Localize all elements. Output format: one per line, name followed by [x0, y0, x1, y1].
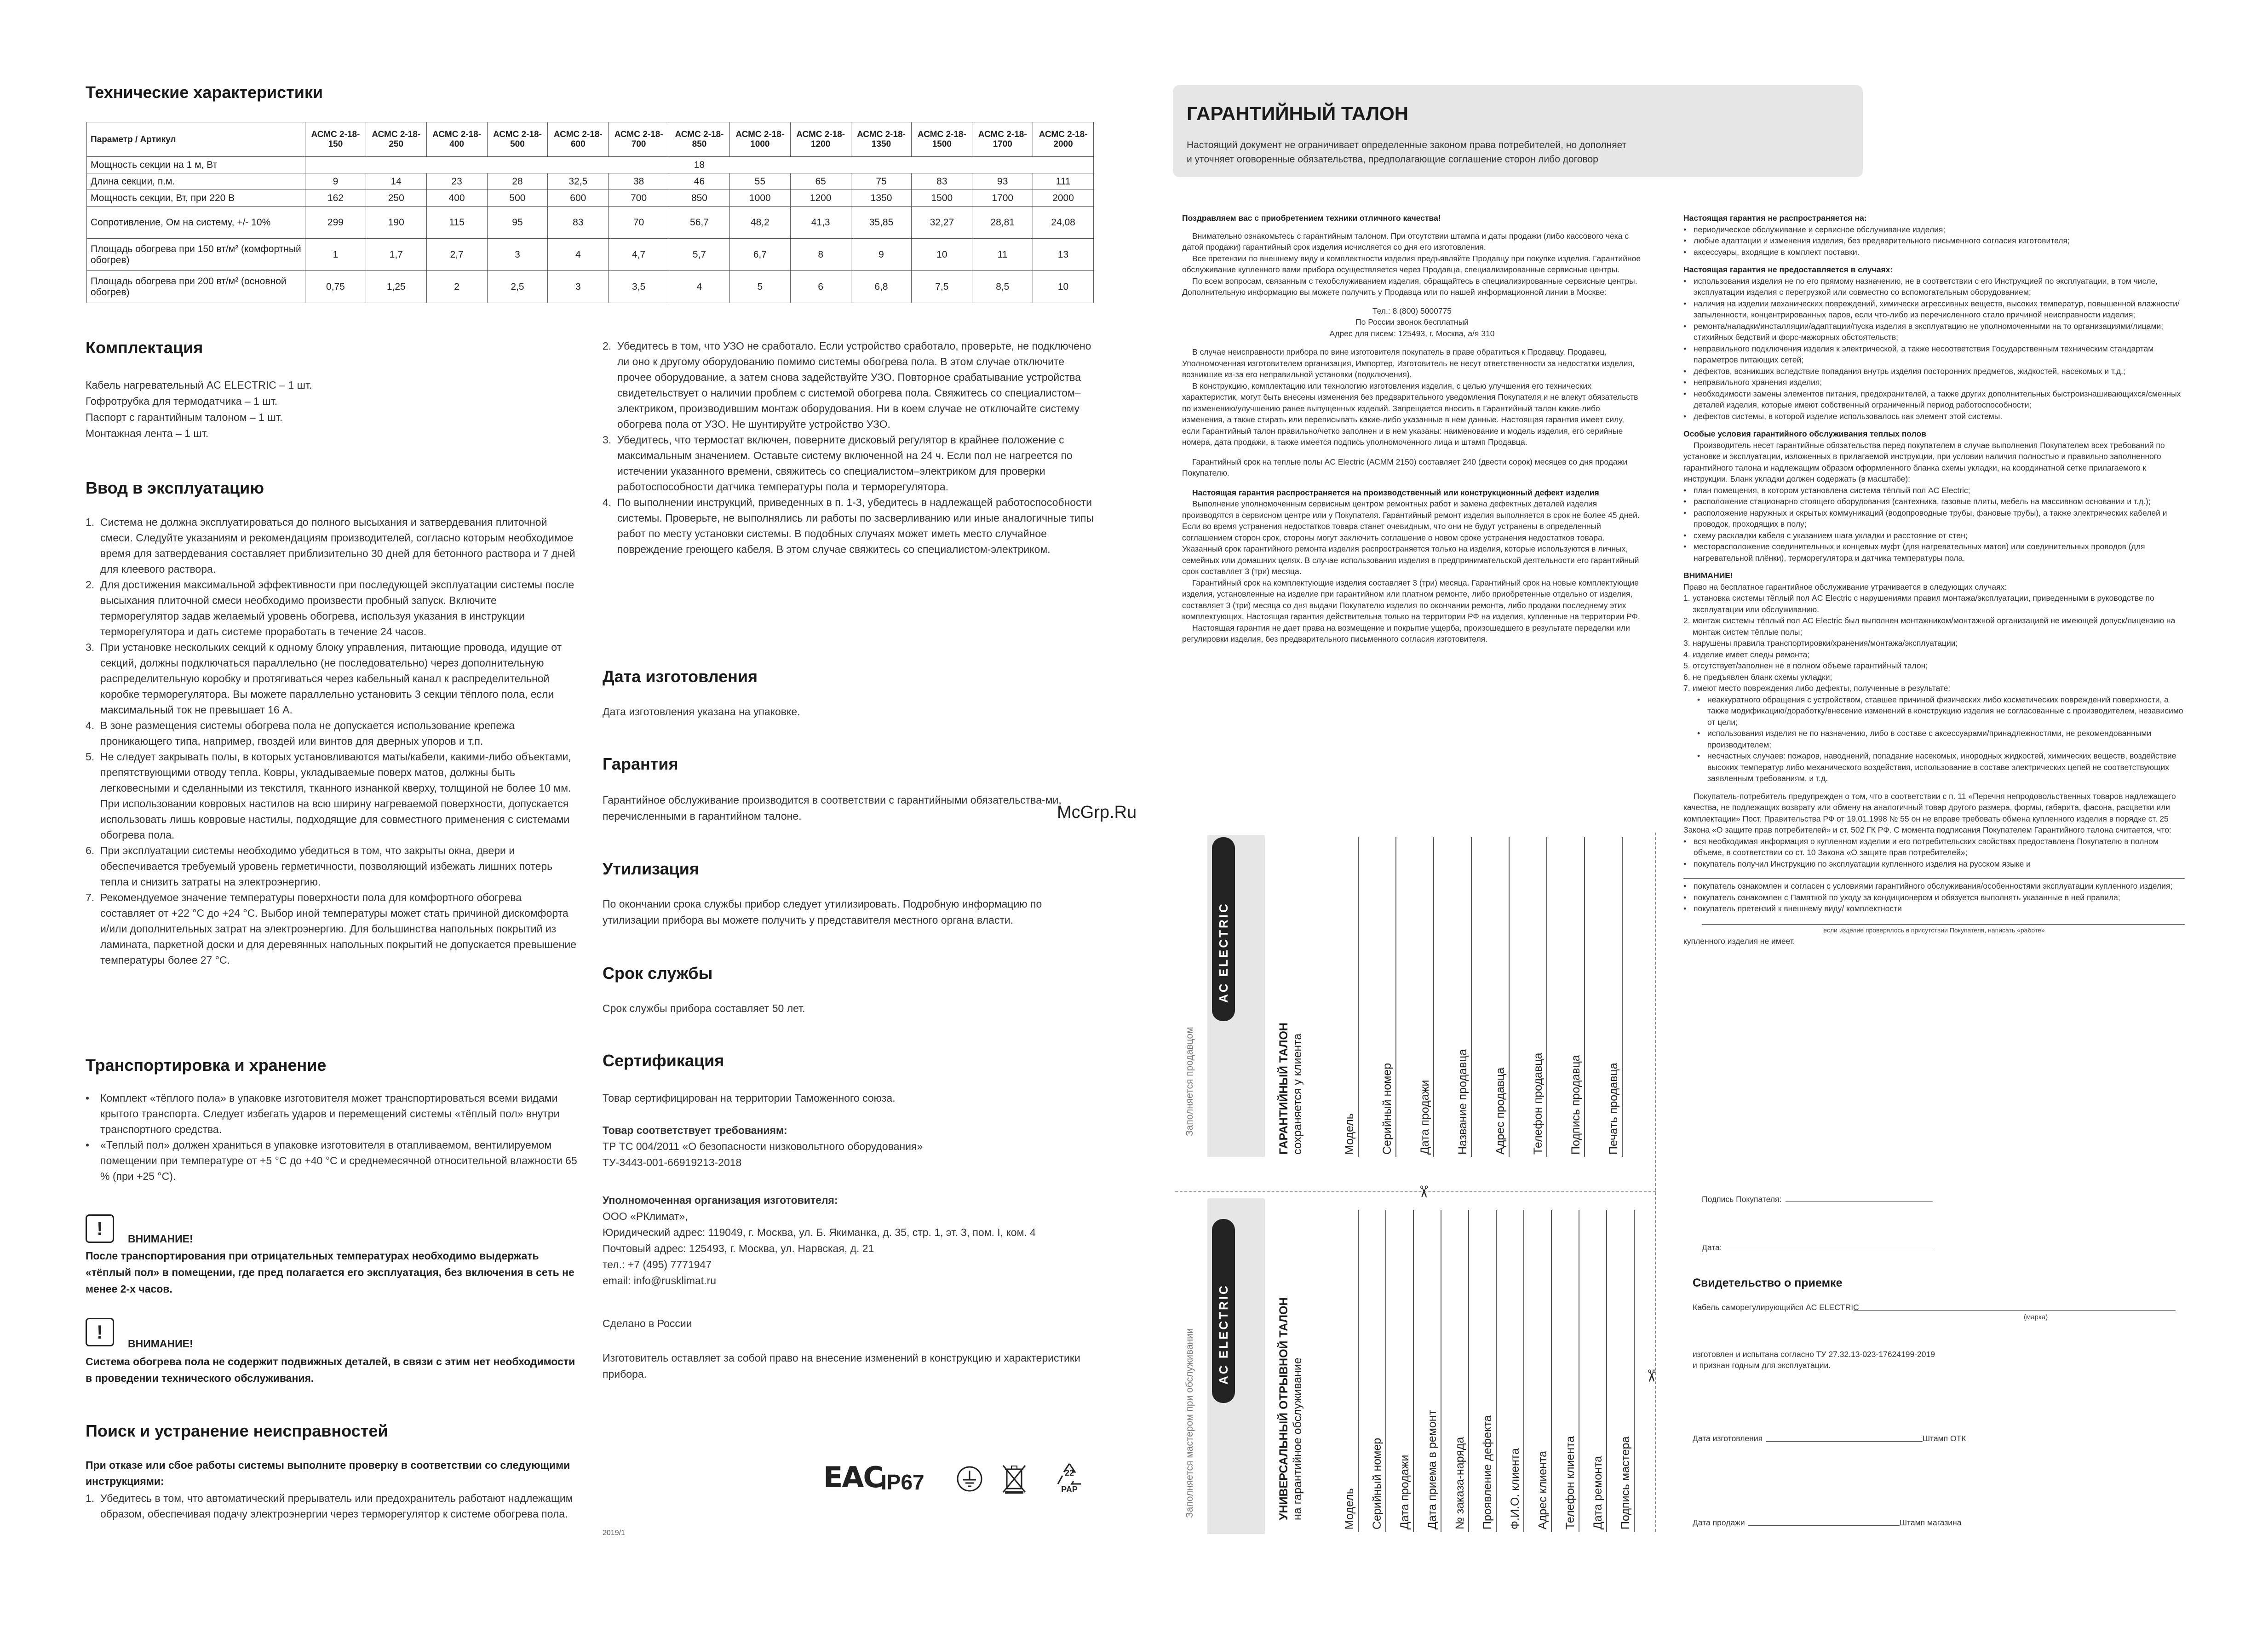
sale-date-line[interactable] — [1748, 1525, 1900, 1526]
fit-text: и признан годным для эксплуатации. — [1693, 1361, 1831, 1370]
table-cell: 5,7 — [669, 239, 730, 271]
cable-label: Кабель саморегулирующийся AC ELECTRIC — [1693, 1303, 1859, 1312]
row-label: Площадь обогрева при 150 вт/м² (комфортный обогрев) — [87, 239, 305, 271]
table-cell: 162 — [305, 190, 366, 207]
warning-title: ВНИМАНИЕ! — [128, 1233, 193, 1245]
specs-header-row — [87, 122, 1094, 157]
table-cell: 35,85 — [851, 207, 912, 239]
table-cell: 3 — [548, 271, 609, 303]
warranty-text: Гарантийное обслуживание производится в соответствии с гарантийными обязательства-ми, перечисленными в гарантийном талоне. — [603, 794, 1062, 822]
manufacture-date-text: Дата изготовления указана на упаковке. — [603, 706, 800, 718]
defect-title: Настоящая гарантия распространяется на производственный или конструкционный дефект изделия — [1192, 488, 1599, 497]
field-label: Название продавца — [1456, 1049, 1469, 1155]
list-item: • схему раскладки кабеля с указанием шага укладки и расстояние от стен; — [1683, 530, 1968, 540]
disposal-title: Утилизация — [603, 859, 699, 878]
table-cell: 600 — [548, 190, 609, 207]
paragraph: Все претензии по внешнему виду и комплектности изделия предъявляйте Продавцу при покупке изделия. Гарантийное обслуживание купленного вами прибора осуществляется через Продавца, специализированные сервисные центры. — [1182, 253, 1641, 274]
column-header: АСМС 2-18-1000 — [729, 122, 790, 157]
table-cell: 83 — [548, 207, 609, 239]
table-cell: 10 — [912, 239, 972, 271]
field-label: Серийный номер — [1371, 1437, 1384, 1529]
table-cell: 13 — [1033, 239, 1094, 271]
row-label: Площадь обогрева при 200 вт/м² (основной обогрев) — [87, 271, 305, 303]
brand-logo — [1212, 1219, 1235, 1403]
field-fill-line[interactable] — [1358, 1210, 1359, 1532]
not-cover-list — [1683, 224, 2185, 258]
row-label: Длина секции, п.м. — [87, 173, 305, 190]
list-item: • использования изделия не по назначению, либо в составе с аксессуарами/принадлежностями, не рекомендованными производителем; — [1697, 729, 2152, 749]
list-item: • «Теплый пол» должен храниться в упаковке изготовителя в отапливаемом, вентилируемом помещении при температуре от +5 °С до +40 °С и среднемесячной относительной влажности 65 % (при +25 °С). — [86, 1139, 577, 1182]
list-item: 7. Рекомендуемое значение температуры поверхности пола для комфортного обогрева составляет от +22 °С до +24 °С. Выбор иной температуры может стать причиной дискомфорта и/или дополнительных затрат на электроэнергию. Для большинства напольных покрытий из ламината, паркетной доски и для деревянных напольных покрытий не допускается превышение температуры более 27 °С. — [86, 891, 577, 966]
list-item: 3. нарушены правила транспортировки/хранения/монтажа/эксплуатации; — [1683, 638, 1958, 648]
table-cell: 41,3 — [790, 207, 851, 239]
paragraph: Выполнение уполномоченным сервисным центром ремонтных работ и замена дефектных деталей изделия производятся в сервисном центре или у Покупателя. Гарантийный ремонт изделия выполняется в срок не более 45 дней. Если во время устранения недостатков товара станет очевидным, что они не будут устранены в определенный соглашением сторон срок, стороны могут заключить соглашение о новом сроке устранения недостатков товара. Указанный срок гарантийного ремонта изделия распространяется только на изделия, которые используются в личных, семейных или домашних целях. В случае использования изделия в предпринимательской деятельности его гарантийный срок составляет 3 (три) месяца. — [1182, 499, 1640, 576]
column-header: АСМС 2-18-850 — [669, 122, 730, 157]
field-fill-line[interactable] — [1358, 837, 1359, 1157]
table-cell: 2,5 — [487, 271, 548, 303]
recycle-number: 22 — [1064, 1468, 1074, 1478]
list-item: 4. В зоне размещения системы обогрева пола не допускается использование крепежа проникающего типа, например, гвоздей или винтов для дверных упоров и т.п. — [86, 719, 515, 747]
manufacture-date-title: Дата изготовления — [603, 667, 758, 686]
cut-line — [1655, 833, 1656, 1532]
shop-stamp-label: Штамп магазина — [1900, 1518, 1962, 1527]
brand-text: AC ELECTRIC — [1217, 1284, 1230, 1385]
paragraph: Гарантийный срок на теплые полы AC Electric (АСММ 2150) составляет 240 (двести сорок) месяцев со дня продажи Покупателю. — [1182, 457, 1628, 477]
troubleshoot-title: Поиск и устранение неисправностей — [86, 1421, 388, 1440]
row-label: Мощность секции, Вт, при 220 В — [87, 190, 305, 207]
not-provided-list — [1683, 276, 2185, 422]
list-item: Паспорт с гарантийным талоном – 1 шт. — [86, 411, 283, 423]
field-label: Дата продажи — [1398, 1455, 1411, 1529]
field-fill-line[interactable] — [1413, 1210, 1414, 1532]
table-cell: 9 — [851, 239, 912, 271]
field-label: Адрес клиента — [1536, 1450, 1549, 1529]
column-header: АСМС 2-18-2000 — [1033, 122, 1094, 157]
req-item: ТУ-3443-001-66919213-2018 — [603, 1156, 742, 1168]
table-cell: 3 — [487, 239, 548, 271]
table-cell: 23 — [426, 173, 487, 190]
paragraph: Настоящая гарантия не дает права на возмещение и покрытие ущерба, произошедшего в результате переделки или регулировки изделия, без предварительного письменного согласия изготовителя. — [1182, 623, 1630, 644]
table-cell: 6,7 — [729, 239, 790, 271]
table-cell: 2000 — [1033, 190, 1094, 207]
table-cell: 5 — [729, 271, 790, 303]
table-cell: 0,75 — [305, 271, 366, 303]
coupon-subtitle: сохраняется у клиента — [1291, 1033, 1304, 1155]
table-cell: 299 — [305, 207, 366, 239]
mail-address: Адрес для писем: 125493, г. Москва, а/я 310 — [1329, 328, 1495, 338]
list-item: • периодическое обслуживание и сервисное обслуживание изделия; — [1683, 224, 1946, 234]
table-cell: 65 — [790, 173, 851, 190]
org-line: Почтовый адрес: 125493, г. Москва, ул. Нарвская, д. 21 — [603, 1242, 874, 1254]
org-line: Юридический адрес: 119049, г. Москва, ул. Б. Якиманка, д. 35, стр. 1, эт. 3, пом. I, ком. 4 — [603, 1226, 1036, 1238]
brand-logo — [1212, 837, 1235, 1021]
list-item: 1. Убедитесь в том, что автоматический прерыватель или предохранитель работают надлежащим образом, обеспечивая подачу электроэнергии через терморегулятор к системе обогрева пола. — [86, 1492, 573, 1520]
coupon-col1 — [1182, 213, 1642, 645]
table-cell: 850 — [669, 190, 730, 207]
table-cell: 83 — [912, 173, 972, 190]
list-item: • покупатель ознакомлен с Памяткой по уходу за кондиционером и обязуется выполнять указанные в ней правила; — [1683, 892, 2120, 902]
list-item: • наличия на изделии механических повреждений, химически агрессивных веществ, высоких температур, повышенной влажности/запыленности, концентрированных паров, если что-либо из перечисленного стало причиной неисправности изделия; — [1683, 299, 2180, 319]
field-fill-line[interactable] — [1546, 837, 1547, 1157]
acceptance-title: Свидетельство о приемке — [1693, 1276, 1843, 1289]
list-item: • неаккуратного обращения с устройством, ставшее причиной физических либо косметических повреждений поверхности, а также модификацию/доработку/внесение изменений в конструкцию изделия не согласованные с производителем, независимо от цели; — [1697, 695, 2183, 727]
table-cell: 93 — [972, 173, 1033, 190]
checked-note: если изделие проверялось в присутствии Покупателя, написать «работе» — [1823, 926, 2045, 934]
brand-note: (марка) — [2024, 1313, 2048, 1321]
table-cell: 4,7 — [609, 239, 669, 271]
kit-title: Комплектация — [86, 338, 203, 357]
table-cell: 46 — [669, 173, 730, 190]
column-header: АСМС 2-18-400 — [426, 122, 487, 157]
table-row — [87, 271, 1094, 303]
list-item: • любые адаптации и изменения изделия, без предварительного письменного согласия изготовителя; — [1683, 236, 2070, 245]
list-item: • вся необходимая информация о купленном изделии и его потребительских свойствах предоставлена Покупателю в полном объеме, в соответствии со ст. 10 Закона «О защите прав потребителей»; — [1683, 836, 2159, 857]
column-header: АСМС 2-18-1700 — [972, 122, 1033, 157]
list-item: Гофротрубка для термодатчика – 1 шт. — [86, 395, 278, 407]
table-cell: 70 — [609, 207, 669, 239]
certification-title: Сертификация — [603, 1051, 724, 1070]
field-fill-line[interactable] — [1551, 1210, 1552, 1532]
list-item: • план помещения, в котором установлена система тёплый пол AC Electric; — [1683, 485, 1970, 495]
list-item: 1. Система не должна эксплуатироваться до полного высыхания и затвердевания плиточной смеси. Следуйте указаниям и рекомендациям производителей, согласно которым необходимое время для затвердевания составляет приблизительно 30 дней для бетонного раствора и 7 дней для клеевого раствора. — [86, 516, 575, 575]
transport-title: Транспортировка и хранение — [86, 1056, 327, 1075]
req-item: ТР ТС 004/2011 «О безопасности низковольтного оборудования» — [603, 1140, 923, 1152]
no-claims: купленного изделия не имеет. — [1683, 936, 1795, 946]
authorized-org — [603, 1192, 1108, 1289]
field-label: Печать продавца — [1607, 1063, 1620, 1155]
not-provided-title: Настоящая гарантия не предоставляется в случаях: — [1683, 265, 1893, 274]
table-cell: 24,08 — [1033, 207, 1094, 239]
list-item: • неправильного хранения изделия; — [1683, 378, 1822, 387]
table-cell: 2,7 — [426, 239, 487, 271]
list-item: • Комплект «тёплого пола» в упаковке изготовителя может транспортироваться всеми видами крытого транспорта. Следует избегать ударов и перемещений системы «тёплый пол» внутри транспортного средства. — [86, 1092, 560, 1135]
tear-coupon-1 — [1175, 833, 1656, 1164]
field-label: Адрес продавца — [1494, 1067, 1507, 1155]
list-item: 2. Для достижения максимальной эффективности при последующей эксплуатации системы после высыхания плиточной смеси необходимо произвести пробный запуск. Включите терморегулятор задав желаемый уровень обогрева, используя указания в инструкции терморегулятора и дать системе проработать в течение 24 часов. — [86, 579, 574, 638]
certification-text: Товар сертифицирован на территории Таможенного союза. — [603, 1092, 896, 1104]
field-label: № заказа-наряда — [1453, 1437, 1466, 1529]
table-cell: 8,5 — [972, 271, 1033, 303]
specs-table — [86, 122, 1094, 303]
power-value: 18 — [305, 157, 1094, 173]
list-item: • расположение наружных и скрытых коммуникаций (водопроводные трубы, фановые трубы), а также электрических кабелей и проводок, проходящих в полу; — [1683, 508, 2167, 529]
ground-icon — [956, 1465, 983, 1493]
date-label: Дата: — [1702, 1243, 1722, 1252]
list-item: • использования изделия не по его прямому назначению, не в соответствии с его Инструкцией по эксплуатации, в том числе, эксплуатации изделия с перегрузкой или совместно со вспомогательным оборудованием; — [1683, 276, 2158, 297]
table-cell: 1500 — [912, 190, 972, 207]
field-fill-line[interactable] — [1496, 1210, 1497, 1532]
table-cell: 111 — [1033, 173, 1094, 190]
table-cell: 9 — [305, 173, 366, 190]
list-item: • дефектов системы, в которой изделие использовалось как элемент этой системы. — [1683, 411, 2003, 421]
column-header: АСМС 2-18-150 — [305, 122, 366, 157]
org-line: тел.: +7 (495) 7771947 — [603, 1259, 712, 1271]
list-item: 4. По выполнении инструкций, приведенных в п. 1-3, убедитесь в надлежащей работоспособности системы. Проверьте, не выполнялись ли работы по засверливанию или иные аналогичные типы работ по месту установки системы. В подобных случаях может иметь место случайное повреждение греющего кабеля. В этом случае свяжитесь со специалистом-электриком. — [603, 496, 1094, 555]
troubleshoot-list — [86, 1490, 578, 1522]
table-cell: 14 — [366, 173, 426, 190]
table-row — [87, 157, 1094, 173]
list-item: • ремонта/наладки/инсталляции/адаптации/пуска изделия в эксплуатацию не уполномоченными на то организациями/лицами; стихийных бедствий и форс-мажорных обстоятельств; — [1683, 321, 2164, 342]
fill-line[interactable] — [1683, 870, 2185, 879]
field-label: Телефон клиента — [1564, 1436, 1577, 1529]
table-cell: 38 — [609, 173, 669, 190]
list-item: 3. При установке нескольких секций к одному блоку управления, питающие провода, идущие от секций, должны подключаться параллельно (не последовательно) через дополнительную распределительную коробку и протягиваться через кабельный канал к распределительной коробке терморегулятора. Вы можете параллельно установить 3 секции тёплого пола, если максимальный ток не превышает 16 А. — [86, 641, 562, 716]
fill-line[interactable] — [1702, 914, 2185, 925]
list-item: • аксессуары, входящие в комплект поставки. — [1683, 247, 1860, 257]
cable-brand-line[interactable] — [1854, 1310, 2176, 1311]
special-title: Особые условия гарантийного обслуживания теплых полов — [1683, 429, 1926, 438]
table-cell: 28 — [487, 173, 548, 190]
attention-text: Право на бесплатное гарантийное обслуживание утрачивается в следующих случаях: — [1683, 582, 2007, 592]
list-item: 2. монтаж системы тёплый пол AC Electric был выполнен монтажником/монтажной организацией не имеющей допуск/лицензию на монтаж систем тёплые полы; — [1683, 616, 2176, 637]
weee-bin-icon — [1000, 1463, 1028, 1495]
made-tu: изготовлен и испытана согласно ТУ 27.32.13-023-17624199-2019 — [1693, 1350, 1935, 1359]
lifetime-title: Срок службы — [603, 964, 713, 983]
certification-requirements — [603, 1122, 1095, 1171]
table-cell: 28,81 — [972, 207, 1033, 239]
field-fill-line[interactable] — [1622, 837, 1623, 1157]
side-note: Заполняется продавцом — [1184, 1027, 1195, 1136]
transport-list — [86, 1090, 578, 1184]
table-cell: 500 — [487, 190, 548, 207]
made-in: Сделано в России — [603, 1317, 692, 1329]
troubleshoot-intro: При отказе или сбое работы системы выполните проверку в соответствии со следующими инструкциями: — [86, 1459, 570, 1487]
coupon-title: ГАРАНТИЙНЫЙ ТАЛОН — [1277, 1023, 1290, 1155]
paragraph: По всем вопросам, связанным с техобслуживанием изделия, обращайтесь в специализированные сервисные центры. Дополнительную информацию вы можете получить у Продавца или по нашей информационной линии в Москве: — [1182, 276, 1637, 297]
table-cell: 400 — [426, 190, 487, 207]
table-cell: 1700 — [972, 190, 1033, 207]
table-cell: 1200 — [790, 190, 851, 207]
table-cell: 1000 — [729, 190, 790, 207]
not-cover-title: Настоящая гарантия не распространяется на: — [1683, 213, 1867, 223]
list-item: 1. установка системы тёплый пол AC Electric с нарушениями правил монтажа/эксплуатации, приведенными в руководстве по эксплуатации или обслуживанию. — [1683, 593, 2154, 614]
paragraph: Гарантийный срок на комплектующие изделия составляет 3 (три) месяца. Гарантийный срок на новые комплектующие изделия, установленные на изделие при гарантийном или платном ремонте, либо приобретенные отдельно от изделия, составляет 3 (три) месяца со дня выдачи Покупателю изделия по окончании ремонта, либо продажи последнему этих комплектующих. Настоящая гарантия действительна только на территории РФ на изделия, купленные на территории РФ. — [1182, 578, 1640, 621]
coupon-header — [1173, 85, 1863, 177]
row-label: Сопротивление, Ом на системy, +/- 10% — [87, 207, 305, 239]
special-text: Производитель несет гарантийные обязательства перед покупателем в случае выполнения Покупателем всех требований по установке и эксплуатации, изложенных в прилагаемой инструкции, при условии наличия полностью и правильно заполненного гарантийного талона и надлежащим образом оформленного бланка схемы укладки, на координатной сетке прилагаемого к инструкции. Бланк укладки должен содержать (в масштабе): — [1683, 440, 2165, 483]
field-label: Дата продажи — [1418, 1080, 1431, 1155]
table-cell: 2 — [426, 271, 487, 303]
paragraph: Внимательно ознакомьтесь с гарантийным талоном. При отсутствии штампа и даты продажи (либо кассового чека с датой продажи) гарантийный срок изделия исчисляется со дня его изготовления. — [1182, 231, 1629, 252]
consumer-text: Покупатель-потребитель предупрежден о том, что в соответствии с п. 11 «Перечня непродовольственных товаров надлежащего качества, не подлежащих возврату или обмену на аналогичный товар другого размера, формы, габарита, фасона, расцветки или комплектации» Пост. Правительства РФ от 19.01.1998 № 55 он не вправе требовать обмена купленного изделия в порядке ст. 25 Закона «О защите прав потребителей» и ст. 502 ГК РФ. С момента подписания Покупателем Гарантийного талона считается, что: — [1683, 791, 2176, 834]
table-row — [87, 173, 1094, 190]
field-fill-line[interactable] — [1509, 837, 1510, 1157]
list-item: • покупатель претензий к внешнему виду/ комплектности — [1683, 904, 1902, 913]
ip-rating: IP67 — [881, 1470, 924, 1494]
field-label: Проявление дефекта — [1481, 1415, 1494, 1529]
list-item: 3. Убедитесь, что термостат включен, поверните дисковый регулятор в крайнее положение с максимальным значением. Оставьте систему включенной на 24 ч. Если пол не нагреется по истечении указанного времени, свяжитесь со специалистом–электриком для проверки работоспособности датчика температуры пола и терморегулятора. — [603, 434, 1073, 493]
list-item: 6. не предъявлен бланк схемы укладки; — [1683, 672, 1832, 682]
warning-title: ВНИМАНИЕ! — [128, 1338, 193, 1350]
watermark: McGrp.Ru — [1057, 803, 1137, 822]
lifetime-text: Срок службы прибора составляет 50 лет. — [603, 1002, 805, 1014]
table-cell: 75 — [851, 173, 912, 190]
field-fill-line[interactable] — [1433, 837, 1434, 1157]
edition-year: 2019/1 — [603, 1529, 625, 1537]
list-item: • покупатель получил Инструкцию по эксплуатации купленного изделия на русском языке и — [1683, 859, 2031, 868]
attention-title: ВНИМАНИЕ! — [1683, 571, 1733, 580]
hotline-note: По России звонок бесплатный — [1355, 317, 1469, 327]
list-item: 4. изделие имеет следы ремонта; — [1683, 650, 1810, 659]
table-row — [87, 239, 1094, 271]
field-label: Телефон продавца — [1532, 1052, 1545, 1155]
list-item: • месторасположение соединительных и концевых муфт (для нагревательных матов) или соединительных проводов (для нагревательной плёнки), терморегулятора и датчика температуры пола. — [1683, 542, 2145, 563]
tear-coupon-2 — [1175, 1196, 1656, 1536]
hotline-phone: Тел.: 8 (800) 5000775 — [1372, 306, 1452, 316]
req-title: Товар соответствует требованиям: — [603, 1124, 787, 1136]
attention-list — [1683, 592, 2185, 694]
congrats: Поздравляем вас с приобретением техники отличного качества! — [1182, 213, 1441, 223]
warranty-title: Гарантия — [603, 754, 678, 773]
recycle-icon — [1053, 1462, 1085, 1494]
list-item: 6. При эксплуатации системы необходимо убедиться в том, что закрыты окна, двери и обеспечивается требуемый уровень герметичности, позволяющий избежать лишних потерь тепла и снизить затраты на электроэнергию. — [86, 845, 553, 888]
table-cell: 1 — [305, 239, 366, 271]
scissors-icon: ✂ — [1414, 1184, 1434, 1199]
warning-icon: ! — [86, 1214, 114, 1243]
coupon-col2 — [1683, 213, 2185, 947]
table-cell: 10 — [1033, 271, 1094, 303]
table-row — [87, 190, 1094, 207]
table-cell: 4 — [548, 239, 609, 271]
table-cell: 56,7 — [669, 207, 730, 239]
spec-rows — [87, 173, 1094, 303]
table-cell: 32,27 — [912, 207, 972, 239]
list-item: Кабель нагревательный AC ELECTRIC – 1 шт. — [86, 379, 312, 391]
field-fill-line[interactable] — [1468, 1210, 1469, 1532]
warning-text: После транспортирования при отрицательных температурах необходимо выдержать «тёплый пол» в помещении, где пред полагается его эксплуатация, без включения в сеть не менее 2-х часов. — [86, 1250, 574, 1295]
recycle-label: PAP — [1061, 1485, 1078, 1494]
field-label: Модель — [1343, 1488, 1356, 1529]
otk-stamp-label: Штамп ОТК — [1923, 1434, 1966, 1443]
table-cell: 1,7 — [366, 239, 426, 271]
paragraph: В конструкцию, комплектацию или технологию изготовления изделия, с целью улучшения его технических характеристик, могут быть внесены изменения без предварительного уведомления Покупателя и не влекут обязательств по изменению/улучшению ранее выпущенных изделий. Запрещается вносить в Гарантийный талон какие-либо изменения, а также стирать или переписывать какие-либо указанные в нем данные. Настоящая гарантия имеет силу, если Гарантийный талон правильно/четко заполнен и в нем указаны: наименование и модель изделия, его серийные номера, дата продажи, а также имеется подпись уполномоченного лица и штамп Продавца. — [1182, 381, 1638, 447]
list-item: • неправильного подключения изделия к электрической, а также несоответствия Государственным техническим стандартам параметров питающих сетей; — [1683, 344, 2154, 364]
table-cell: 6,8 — [851, 271, 912, 303]
kit-list — [86, 377, 591, 442]
field-label: Ф.И.О. клиента — [1509, 1448, 1522, 1529]
column-header: АСМС 2-18-250 — [366, 122, 426, 157]
commissioning-title: Ввод в эксплуатацию — [86, 478, 264, 497]
table-cell: 700 — [609, 190, 669, 207]
table-cell: 48,2 — [729, 207, 790, 239]
table-cell: 3,5 — [609, 271, 669, 303]
coupon-title: ГАРАНТИЙНЫЙ ТАЛОН — [1187, 103, 1409, 124]
coupon-subtitle: на гарантийное обслуживание — [1291, 1357, 1304, 1520]
consumer-list-2 — [1683, 880, 2185, 914]
field-label: Модель — [1343, 1113, 1356, 1155]
field-label: Серийный номер — [1381, 1063, 1394, 1155]
table-cell: 115 — [426, 207, 487, 239]
list-item: Монтажная лента – 1 шт. — [86, 427, 209, 439]
paragraph: В случае неисправности прибора по вине изготовителя покупатель в праве обратиться к Продавцу. Продавец, Уполномоченная изготовителем организация, Импортер, Изготовитель не несут ответственности за недостатки изделия, возникшие из-за его неправильной установки (подключения). — [1182, 347, 1635, 379]
field-fill-line[interactable] — [1584, 837, 1585, 1157]
list-item: • несчастных случаев: пожаров, наводнений, попадание насекомых, инородных жидкостей, химических веществ, воздействие высоких температур либо механического воздействия, использование в составе электрических цепей не соответствующих заявленным требованиям, и т.д. — [1697, 751, 2176, 783]
list-item: 7. имеют место повреждения либо дефекты, полученные в результате: — [1683, 684, 1951, 693]
table-cell: 190 — [366, 207, 426, 239]
table-cell: 6 — [790, 271, 851, 303]
column-header: АСМС 2-18-700 — [609, 122, 669, 157]
commissioning-list — [86, 514, 578, 968]
troubleshoot-list-continued — [603, 338, 1095, 557]
table-cell: 4 — [669, 271, 730, 303]
table-row — [87, 207, 1094, 239]
warning-icon: ! — [86, 1318, 114, 1346]
table-cell: 32,5 — [548, 173, 609, 190]
field-fill-line[interactable] — [1385, 1210, 1386, 1532]
side-note: Заполняется мастером при обслуживании — [1184, 1328, 1195, 1518]
table-cell: 55 — [729, 173, 790, 190]
mfg-date-label: Дата изготовления — [1693, 1434, 1763, 1443]
sale-date-label: Дата продажи — [1693, 1518, 1745, 1527]
param-header: Параметр / Артикул — [87, 122, 305, 157]
special-list — [1683, 485, 2185, 564]
field-label: Подпись продавца — [1569, 1055, 1582, 1155]
list-item: 2. Убедитесь в том, что УЗО не сработало. Если устройство сработало, проверьте, не подключено ли оно к другому оборудованию помимо системы обогрева пола. В этом случае отключите прочее оборудование, а затем снова задействуйте УЗО. Повторное срабатывание устройства свидетельствует о наличии проблем с системой обогрева пола. Свяжитесь со специалистом–электриком, производившим монтаж оборудования. Ни в коем случае не отключайте систему обогрева пола от УЗО. Не шунтируйте устройство УЗО. — [603, 340, 1091, 430]
brand-text: AC ELECTRIC — [1217, 902, 1230, 1003]
consumer-list — [1683, 836, 2185, 870]
table-cell: 11 — [972, 239, 1033, 271]
coupon-title: УНИВЕРСАЛЬНЫЙ ОТРЫВНОЙ ТАЛОН — [1277, 1297, 1290, 1520]
column-header: АСМС 2-18-1200 — [790, 122, 851, 157]
table-cell: 8 — [790, 239, 851, 271]
field-label: Подпись мастера — [1619, 1436, 1632, 1529]
field-fill-line[interactable] — [1395, 837, 1396, 1157]
damage-list — [1683, 694, 2185, 784]
table-cell: 1,25 — [366, 271, 426, 303]
table-cell: 1350 — [851, 190, 912, 207]
column-header: АСМС 2-18-1350 — [851, 122, 912, 157]
field-fill-line[interactable] — [1471, 837, 1472, 1157]
table-cell: 7,5 — [912, 271, 972, 303]
field-label: Дата приема в ремонт — [1426, 1409, 1439, 1529]
buyer-sign-label: Подпись Покупателя: — [1702, 1195, 1782, 1204]
column-header: АСМС 2-18-600 — [548, 122, 609, 157]
list-item: • расположение стационарно стоящего оборудования (сантехника, газовые плиты, мебель на массивном основании и т.д.); — [1683, 497, 2151, 506]
list-item: 5. отсутствует/заполнен не в полном объеме гарантийный талон; — [1683, 661, 1928, 670]
reserve-text: Изготовитель оставляет за собой право на внесение изменений в конструкцию и характеристики прибора. — [603, 1352, 1080, 1380]
mfg-date-line[interactable] — [1766, 1441, 1923, 1442]
org-line: ООО «РКлимат», — [603, 1210, 688, 1222]
scissors-icon: ✂ — [1642, 1368, 1661, 1383]
list-item: • дефектов, возникших вследствие попадания внутрь изделия посторонних предметов, жидкостей, насекомых и т.д.; — [1683, 366, 2125, 376]
org-line: email: info@rusklimat.ru — [603, 1275, 717, 1287]
warning-text: Система обогрева пола не содержит подвижных деталей, в связи с этим нет необходимости в проведении технического обслуживания. — [86, 1356, 575, 1384]
field-fill-line[interactable] — [1523, 1210, 1524, 1532]
field-fill-line[interactable] — [1606, 1210, 1607, 1532]
table-cell: 95 — [487, 207, 548, 239]
specs-title: Технические характеристики — [86, 83, 323, 102]
row-label: Мощность секции на 1 м, Вт — [87, 157, 305, 173]
disposal-text: По окончании срока службы прибор следует утилизировать. Подробную информацию по утилизации прибора вы можете получить у представителя местного органа власти. — [603, 898, 1042, 926]
list-item: 5. Не следует закрывать полы, в которых установливаются маты/кабели, какими-либо объектами, препятствующими отводу тепла. Ковры, укладываемые поверх матов, должны быть легковесными и сделанными из текстиля, тканного изнанкой кверху, толщиной не более 10 мм. При использовании ковровых настилов на всю ширину нагреваемой поверхности, допускается использовать лишь ковровые настилы, подходящие для совместного применения с системами обогрева пола. — [86, 751, 571, 841]
list-item: • покупатель ознакомлен и согласен с условиями гарантийного обслуживания/особенностями эксплуатации купленного изделия; — [1683, 881, 2173, 891]
column-header: АСМС 2-18-500 — [487, 122, 548, 157]
org-title: Уполномоченная организация изготовителя: — [603, 1194, 838, 1206]
field-fill-line[interactable] — [1634, 1210, 1635, 1532]
list-item: • необходимости замены элементов питания, предохранителей, а также других дополнительных быстроизнашивающихся/сменных деталей изделия, которые имеют собственный ограниченный период работоспособности; — [1683, 389, 2181, 409]
coupon-subtitle: Настоящий документ не ограничивает определенные законом права потребителей, но дополняет и уточняет оговоренные обязательства, предполагающие соглашение сторон либо договор — [1187, 140, 1627, 165]
eac-mark: EAC — [823, 1460, 883, 1494]
field-label: Дата ремонта — [1591, 1455, 1604, 1529]
table-cell: 250 — [366, 190, 426, 207]
column-header: АСМС 2-18-1500 — [912, 122, 972, 157]
